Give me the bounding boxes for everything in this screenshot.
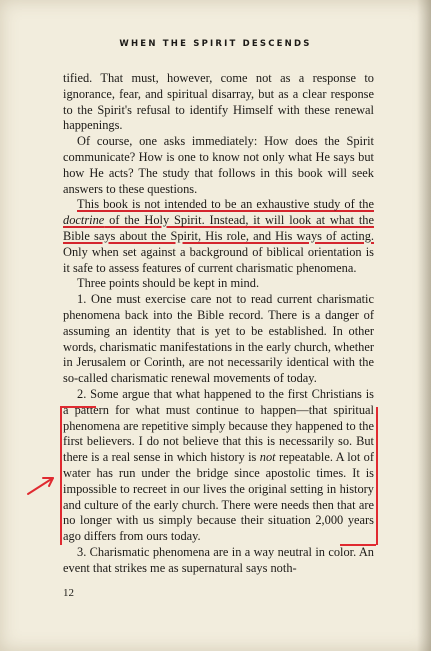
italic-word: not — [259, 450, 276, 465]
annotation-bracket-left — [60, 407, 62, 545]
paragraph-text: 2. Some argue that what happened to the first Christians is a pattern for what must continue to happen—that spiritual phenomena are repetitive simply because they happened to the first believers. I do not believe that this is necessarily so. But there is a real sense in which history is — [63, 386, 374, 465]
paragraph-3 — [63, 197, 374, 276]
paragraph-7: 3. Charismatic phenomena are in a way neutral in color. An event that strikes me as supernatural says noth- — [63, 544, 374, 575]
paragraph-6 — [63, 387, 374, 545]
paragraph-4: Three points should be kept in mind. — [77, 276, 260, 291]
running-head: WHEN THE SPIRIT DESCENDS — [119, 39, 312, 49]
paragraph-text: Only when set against a background of biblical orientation is it safe to assess features of current charismatic phenomena. — [63, 244, 374, 275]
page-number: 12 — [63, 587, 74, 599]
paragraph-5: 1. One must exercise care not to read current charismatic phenomena back into the Bible record. There is a danger of assuming an identity that is yet to be established. In other words, charismatic manifestations in the early church, whether in Jerusalem or Corinth, are not necessarily identical with the so-called charismatic renewal movements of today. — [63, 292, 374, 386]
red-arrow-icon — [26, 474, 56, 496]
underlined-text: of the Holy Spirit. Instead, it will look at what the Bible says about the Spirit, His role, and His ways of acting. — [63, 213, 374, 243]
paragraph-text: repeatable. A lot of water has run under the bridge since apostolic times. It is impossible to recreet in our lives the original setting in history and culture of the early church. There were needs then that are no longer with us simply because their situation 2,000 years ago differs from ours today. — [63, 450, 374, 544]
underlined-text: This book is not intended to be an exhaustive study of the — [77, 197, 374, 212]
body-text — [63, 71, 374, 577]
annotation-bracket-bottom — [340, 544, 376, 546]
page-gutter-shadow — [417, 0, 431, 651]
paragraph-1: tified. That must, however, come not as a response to ignorance, fear, and spiritual disarray, but as a clear response to the Spirit's refusal to identify Himself with these renewal happenings. — [63, 71, 374, 133]
italic-word: doctrine — [63, 213, 105, 228]
annotation-bracket-right — [376, 407, 378, 545]
annotation-bracket-top — [60, 406, 96, 408]
paragraph-2: Of course, one asks immediately: How does the Spirit communicate? How is one to know not only what He says but how He acts? The study that follows in this book will seek answers to these questions. — [63, 134, 374, 196]
